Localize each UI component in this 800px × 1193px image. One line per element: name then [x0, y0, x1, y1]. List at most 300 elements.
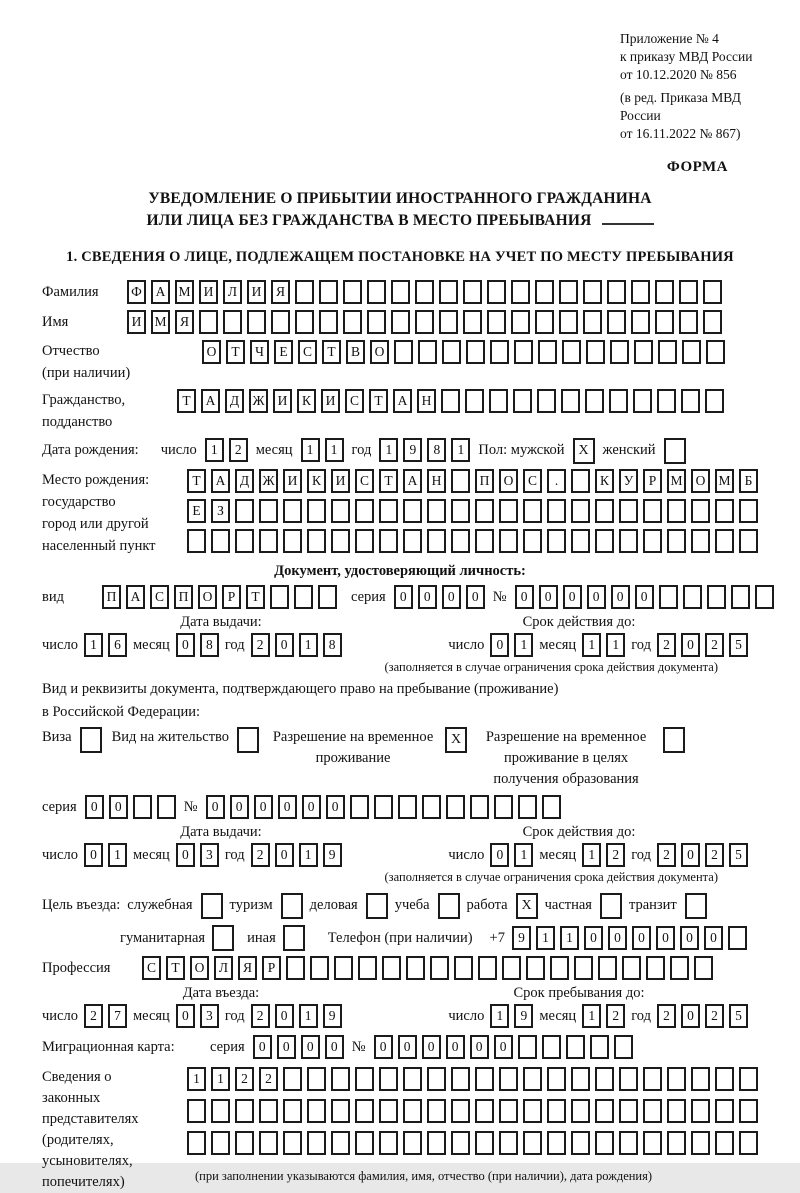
char-box[interactable]	[658, 340, 677, 364]
char-box[interactable]: П	[102, 585, 121, 609]
char-box[interactable]: Б	[739, 469, 758, 493]
char-box[interactable]	[547, 1067, 566, 1091]
char-box[interactable]	[559, 310, 578, 334]
char-box[interactable]: 1	[582, 633, 601, 657]
char-box[interactable]	[358, 956, 377, 980]
sex-female-checkbox[interactable]	[664, 438, 686, 464]
char-box[interactable]: 1	[606, 633, 625, 657]
char-box[interactable]	[427, 1067, 446, 1091]
char-box[interactable]: 0	[422, 1035, 441, 1059]
char-box[interactable]: 0	[275, 633, 294, 657]
char-box[interactable]	[513, 389, 532, 413]
char-box[interactable]	[739, 1099, 758, 1123]
char-box[interactable]	[571, 1067, 590, 1091]
char-box[interactable]	[631, 280, 650, 304]
char-box[interactable]	[547, 1131, 566, 1155]
char-box[interactable]	[499, 1099, 518, 1123]
char-box[interactable]: Ч	[250, 340, 269, 364]
char-box[interactable]	[550, 956, 569, 980]
char-box[interactable]	[331, 499, 350, 523]
char-box[interactable]: 0	[681, 1004, 700, 1028]
char-box[interactable]	[619, 499, 638, 523]
char-box[interactable]: 1	[379, 438, 398, 462]
sex-male-checkbox[interactable]: X	[573, 438, 595, 464]
char-box[interactable]	[470, 795, 489, 819]
char-box[interactable]	[441, 389, 460, 413]
char-box[interactable]: А	[126, 585, 145, 609]
char-box[interactable]: 2	[657, 1004, 676, 1028]
char-box[interactable]: 5	[729, 1004, 748, 1028]
char-box[interactable]	[643, 1099, 662, 1123]
char-box[interactable]	[634, 340, 653, 364]
char-box[interactable]	[382, 956, 401, 980]
char-box[interactable]	[235, 1131, 254, 1155]
char-box[interactable]	[502, 956, 521, 980]
char-box[interactable]: 3	[200, 1004, 219, 1028]
char-box[interactable]: Н	[427, 469, 446, 493]
char-box[interactable]	[465, 389, 484, 413]
char-box[interactable]	[463, 310, 482, 334]
char-box[interactable]: 2	[606, 1004, 625, 1028]
char-box[interactable]: 1	[108, 843, 127, 867]
char-box[interactable]	[442, 340, 461, 364]
char-box[interactable]: 0	[325, 1035, 344, 1059]
char-box[interactable]	[475, 1067, 494, 1091]
char-box[interactable]	[379, 1067, 398, 1091]
char-box[interactable]	[657, 389, 676, 413]
char-box[interactable]	[691, 499, 710, 523]
char-box[interactable]	[487, 280, 506, 304]
char-box[interactable]	[406, 956, 425, 980]
char-box[interactable]	[703, 310, 722, 334]
char-box[interactable]	[487, 310, 506, 334]
char-box[interactable]: Т	[166, 956, 185, 980]
char-box[interactable]	[715, 1099, 734, 1123]
char-box[interactable]: И	[247, 280, 266, 304]
char-box[interactable]: 0	[704, 926, 723, 950]
char-box[interactable]: О	[370, 340, 389, 364]
char-box[interactable]: 2	[259, 1067, 278, 1091]
char-box[interactable]	[598, 956, 617, 980]
char-box[interactable]	[542, 795, 561, 819]
purpose-transit-checkbox[interactable]	[685, 893, 707, 919]
char-box[interactable]: 1	[490, 1004, 509, 1028]
char-box[interactable]	[547, 529, 566, 553]
char-box[interactable]	[307, 529, 326, 553]
char-box[interactable]	[586, 340, 605, 364]
char-box[interactable]	[526, 956, 545, 980]
char-box[interactable]: С	[150, 585, 169, 609]
char-box[interactable]: 0	[176, 843, 195, 867]
purpose-tourism-checkbox[interactable]	[281, 893, 303, 919]
char-box[interactable]: 1	[451, 438, 470, 462]
char-box[interactable]	[499, 1131, 518, 1155]
char-box[interactable]	[715, 529, 734, 553]
char-box[interactable]	[403, 499, 422, 523]
char-box[interactable]: 0	[275, 1004, 294, 1028]
char-box[interactable]	[667, 1067, 686, 1091]
char-box[interactable]: 2	[606, 843, 625, 867]
char-box[interactable]	[494, 795, 513, 819]
char-box[interactable]	[489, 389, 508, 413]
char-box[interactable]: Д	[235, 469, 254, 493]
char-box[interactable]: К	[307, 469, 326, 493]
char-box[interactable]	[454, 956, 473, 980]
char-box[interactable]	[187, 1131, 206, 1155]
char-box[interactable]: Т	[369, 389, 388, 413]
char-box[interactable]	[566, 1035, 585, 1059]
char-box[interactable]: Е	[187, 499, 206, 523]
char-box[interactable]	[585, 389, 604, 413]
char-box[interactable]	[451, 1099, 470, 1123]
char-box[interactable]: П	[174, 585, 193, 609]
char-box[interactable]: 0	[84, 843, 103, 867]
char-box[interactable]	[427, 1099, 446, 1123]
char-box[interactable]	[283, 529, 302, 553]
char-box[interactable]	[157, 795, 176, 819]
char-box[interactable]: Т	[187, 469, 206, 493]
char-box[interactable]: А	[211, 469, 230, 493]
char-box[interactable]	[535, 280, 554, 304]
char-box[interactable]: С	[523, 469, 542, 493]
char-box[interactable]	[463, 280, 482, 304]
char-box[interactable]: 0	[206, 795, 225, 819]
char-box[interactable]	[646, 956, 665, 980]
purpose-work-checkbox[interactable]: X	[516, 893, 538, 919]
char-box[interactable]	[294, 585, 313, 609]
char-box[interactable]	[187, 529, 206, 553]
char-box[interactable]: М	[151, 310, 170, 334]
char-box[interactable]: 1	[325, 438, 344, 462]
temp-residence-checkbox[interactable]: X	[445, 727, 467, 753]
char-box[interactable]: Ф	[127, 280, 146, 304]
char-box[interactable]	[451, 1131, 470, 1155]
char-box[interactable]: 2	[657, 633, 676, 657]
char-box[interactable]: А	[201, 389, 220, 413]
char-box[interactable]	[691, 1131, 710, 1155]
char-box[interactable]: 9	[323, 843, 342, 867]
char-box[interactable]: 0	[109, 795, 128, 819]
char-box[interactable]	[583, 280, 602, 304]
char-box[interactable]: П	[475, 469, 494, 493]
char-box[interactable]	[283, 1099, 302, 1123]
char-box[interactable]	[715, 1131, 734, 1155]
char-box[interactable]: 0	[275, 843, 294, 867]
char-box[interactable]	[310, 956, 329, 980]
char-box[interactable]: Т	[177, 389, 196, 413]
char-box[interactable]	[270, 585, 289, 609]
char-box[interactable]	[466, 340, 485, 364]
char-box[interactable]	[595, 1067, 614, 1091]
char-box[interactable]: 1	[560, 926, 579, 950]
char-box[interactable]	[535, 310, 554, 334]
char-box[interactable]	[547, 499, 566, 523]
char-box[interactable]	[307, 499, 326, 523]
char-box[interactable]	[518, 1035, 537, 1059]
char-box[interactable]	[355, 529, 374, 553]
char-box[interactable]: 0	[277, 1035, 296, 1059]
char-box[interactable]	[667, 1131, 686, 1155]
char-box[interactable]: М	[667, 469, 686, 493]
char-box[interactable]	[475, 529, 494, 553]
char-box[interactable]: 2	[657, 843, 676, 867]
char-box[interactable]	[619, 1131, 638, 1155]
char-box[interactable]: 2	[251, 843, 270, 867]
purpose-official-checkbox[interactable]	[201, 893, 223, 919]
char-box[interactable]: 0	[680, 926, 699, 950]
char-box[interactable]	[451, 469, 470, 493]
char-box[interactable]	[694, 956, 713, 980]
char-box[interactable]	[523, 499, 542, 523]
char-box[interactable]: 0	[490, 633, 509, 657]
purpose-study-checkbox[interactable]	[438, 893, 460, 919]
char-box[interactable]	[643, 1131, 662, 1155]
char-box[interactable]	[643, 529, 662, 553]
char-box[interactable]	[609, 389, 628, 413]
char-box[interactable]: М	[175, 280, 194, 304]
char-box[interactable]: У	[619, 469, 638, 493]
char-box[interactable]	[478, 956, 497, 980]
char-box[interactable]	[211, 1131, 230, 1155]
char-box[interactable]: 2	[84, 1004, 103, 1028]
char-box[interactable]	[643, 499, 662, 523]
char-box[interactable]: 0	[584, 926, 603, 950]
char-box[interactable]	[247, 310, 266, 334]
char-box[interactable]	[403, 529, 422, 553]
char-box[interactable]	[439, 310, 458, 334]
char-box[interactable]	[595, 499, 614, 523]
char-box[interactable]	[739, 529, 758, 553]
char-box[interactable]	[451, 1067, 470, 1091]
char-box[interactable]: 0	[515, 585, 534, 609]
char-box[interactable]	[331, 529, 350, 553]
char-box[interactable]	[537, 389, 556, 413]
char-box[interactable]: Ж	[259, 469, 278, 493]
char-box[interactable]	[331, 1099, 350, 1123]
char-box[interactable]: И	[127, 310, 146, 334]
char-box[interactable]: Ж	[249, 389, 268, 413]
char-box[interactable]: 1	[582, 1004, 601, 1028]
char-box[interactable]: 0	[446, 1035, 465, 1059]
char-box[interactable]	[451, 499, 470, 523]
char-box[interactable]	[295, 280, 314, 304]
char-box[interactable]	[499, 529, 518, 553]
char-box[interactable]	[523, 1067, 542, 1091]
char-box[interactable]: К	[297, 389, 316, 413]
char-box[interactable]	[707, 585, 726, 609]
char-box[interactable]	[631, 310, 650, 334]
char-box[interactable]: 9	[512, 926, 531, 950]
char-box[interactable]: Т	[246, 585, 265, 609]
char-box[interactable]: Р	[262, 956, 281, 980]
char-box[interactable]	[595, 1131, 614, 1155]
char-box[interactable]	[415, 280, 434, 304]
char-box[interactable]: 0	[608, 926, 627, 950]
char-box[interactable]	[518, 795, 537, 819]
char-box[interactable]	[574, 956, 593, 980]
char-box[interactable]: 0	[302, 795, 321, 819]
char-box[interactable]: Н	[417, 389, 436, 413]
char-box[interactable]: И	[283, 469, 302, 493]
char-box[interactable]	[523, 1131, 542, 1155]
char-box[interactable]	[511, 310, 530, 334]
char-box[interactable]	[398, 795, 417, 819]
char-box[interactable]: Р	[222, 585, 241, 609]
char-box[interactable]	[295, 310, 314, 334]
char-box[interactable]	[418, 340, 437, 364]
char-box[interactable]: И	[199, 280, 218, 304]
char-box[interactable]: 0	[398, 1035, 417, 1059]
char-box[interactable]	[667, 499, 686, 523]
char-box[interactable]	[607, 280, 626, 304]
char-box[interactable]	[446, 795, 465, 819]
char-box[interactable]: 1	[299, 633, 318, 657]
char-box[interactable]: 0	[470, 1035, 489, 1059]
char-box[interactable]	[259, 499, 278, 523]
char-box[interactable]: 1	[514, 633, 533, 657]
char-box[interactable]	[571, 1131, 590, 1155]
char-box[interactable]	[728, 926, 747, 950]
char-box[interactable]	[514, 340, 533, 364]
char-box[interactable]: 6	[108, 633, 127, 657]
char-box[interactable]: 0	[587, 585, 606, 609]
char-box[interactable]	[643, 1067, 662, 1091]
char-box[interactable]	[394, 340, 413, 364]
char-box[interactable]: 1	[301, 438, 320, 462]
char-box[interactable]	[319, 310, 338, 334]
char-box[interactable]: 9	[323, 1004, 342, 1028]
char-box[interactable]	[739, 499, 758, 523]
char-box[interactable]: 1	[582, 843, 601, 867]
char-box[interactable]	[655, 310, 674, 334]
char-box[interactable]: 7	[108, 1004, 127, 1028]
char-box[interactable]: И	[273, 389, 292, 413]
char-box[interactable]: О	[198, 585, 217, 609]
char-box[interactable]	[391, 280, 410, 304]
char-box[interactable]	[703, 280, 722, 304]
char-box[interactable]	[259, 1099, 278, 1123]
char-box[interactable]	[307, 1131, 326, 1155]
char-box[interactable]: 1	[187, 1067, 206, 1091]
char-box[interactable]: 0	[326, 795, 345, 819]
char-box[interactable]	[583, 310, 602, 334]
char-box[interactable]	[430, 956, 449, 980]
char-box[interactable]	[403, 1067, 422, 1091]
char-box[interactable]: Я	[238, 956, 257, 980]
char-box[interactable]	[667, 1099, 686, 1123]
char-box[interactable]: 0	[278, 795, 297, 819]
char-box[interactable]	[318, 585, 337, 609]
char-box[interactable]: 8	[200, 633, 219, 657]
char-box[interactable]: З	[211, 499, 230, 523]
char-box[interactable]	[235, 529, 254, 553]
char-box[interactable]	[655, 280, 674, 304]
char-box[interactable]	[619, 1099, 638, 1123]
char-box[interactable]: М	[715, 469, 734, 493]
char-box[interactable]: Р	[643, 469, 662, 493]
char-box[interactable]: 1	[84, 633, 103, 657]
char-box[interactable]	[391, 310, 410, 334]
char-box[interactable]	[283, 499, 302, 523]
char-box[interactable]	[607, 310, 626, 334]
char-box[interactable]	[350, 795, 369, 819]
purpose-other-checkbox[interactable]	[283, 925, 305, 951]
char-box[interactable]	[283, 1131, 302, 1155]
char-box[interactable]: 1	[299, 1004, 318, 1028]
char-box[interactable]	[619, 529, 638, 553]
char-box[interactable]: С	[298, 340, 317, 364]
char-box[interactable]	[374, 795, 393, 819]
char-box[interactable]	[633, 389, 652, 413]
char-box[interactable]	[427, 529, 446, 553]
char-box[interactable]	[705, 389, 724, 413]
char-box[interactable]: Я	[175, 310, 194, 334]
char-box[interactable]	[187, 1099, 206, 1123]
char-box[interactable]: 2	[229, 438, 248, 462]
char-box[interactable]	[682, 340, 701, 364]
char-box[interactable]: Л	[214, 956, 233, 980]
char-box[interactable]	[379, 1131, 398, 1155]
char-box[interactable]	[211, 1099, 230, 1123]
char-box[interactable]	[622, 956, 641, 980]
char-box[interactable]	[595, 1099, 614, 1123]
char-box[interactable]: И	[321, 389, 340, 413]
char-box[interactable]: 2	[705, 1004, 724, 1028]
char-box[interactable]: 1	[514, 843, 533, 867]
char-box[interactable]	[511, 280, 530, 304]
char-box[interactable]	[475, 1131, 494, 1155]
char-box[interactable]: 0	[253, 1035, 272, 1059]
char-box[interactable]	[235, 1099, 254, 1123]
char-box[interactable]: О	[691, 469, 710, 493]
char-box[interactable]: Д	[225, 389, 244, 413]
char-box[interactable]: 0	[442, 585, 461, 609]
char-box[interactable]: С	[345, 389, 364, 413]
char-box[interactable]: 0	[681, 633, 700, 657]
char-box[interactable]	[499, 499, 518, 523]
char-box[interactable]	[547, 1099, 566, 1123]
char-box[interactable]: 0	[494, 1035, 513, 1059]
char-box[interactable]: 0	[656, 926, 675, 950]
char-box[interactable]: 2	[251, 633, 270, 657]
char-box[interactable]	[331, 1067, 350, 1091]
char-box[interactable]: 0	[85, 795, 104, 819]
char-box[interactable]	[283, 1067, 302, 1091]
char-box[interactable]	[286, 956, 305, 980]
char-box[interactable]	[715, 499, 734, 523]
char-box[interactable]: 2	[251, 1004, 270, 1028]
char-box[interactable]	[590, 1035, 609, 1059]
char-box[interactable]	[670, 956, 689, 980]
char-box[interactable]: О	[499, 469, 518, 493]
char-box[interactable]	[427, 499, 446, 523]
char-box[interactable]	[133, 795, 152, 819]
char-box[interactable]	[538, 340, 557, 364]
char-box[interactable]	[211, 529, 230, 553]
char-box[interactable]	[691, 1067, 710, 1091]
char-box[interactable]	[439, 280, 458, 304]
char-box[interactable]	[331, 1131, 350, 1155]
char-box[interactable]: А	[403, 469, 422, 493]
char-box[interactable]: 0	[611, 585, 630, 609]
char-box[interactable]	[367, 280, 386, 304]
char-box[interactable]: С	[355, 469, 374, 493]
char-box[interactable]	[559, 280, 578, 304]
char-box[interactable]: 0	[632, 926, 651, 950]
char-box[interactable]: 5	[729, 633, 748, 657]
char-box[interactable]	[355, 1067, 374, 1091]
char-box[interactable]: Т	[322, 340, 341, 364]
